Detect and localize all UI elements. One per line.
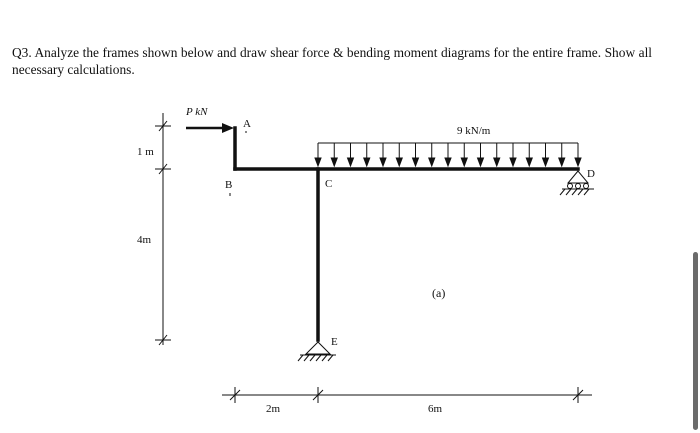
label-dim-1m: 1 m bbox=[137, 146, 154, 158]
question-number: Q3. bbox=[12, 45, 32, 60]
label-node-c: C bbox=[325, 178, 333, 190]
label-dim-2m: 2m bbox=[266, 403, 281, 415]
udl-arrow-head bbox=[478, 158, 484, 166]
question-body: Analyze the frames shown below and draw shear force & bending moment diagrams for the entire frame. Show all necessary calculations. bbox=[12, 45, 653, 77]
label-dim-4m: 4m bbox=[137, 234, 152, 246]
vertical-dimension bbox=[155, 113, 171, 345]
udl-arrow-head bbox=[396, 158, 402, 166]
udl-arrow-head bbox=[494, 158, 500, 166]
udl-arrow-head bbox=[331, 158, 337, 166]
udl-arrow-head bbox=[348, 158, 354, 166]
label-dim-6m: 6m bbox=[428, 403, 443, 415]
label-node-a: A bbox=[243, 118, 251, 130]
udl-arrow-head bbox=[413, 158, 419, 166]
scrollbar[interactable] bbox=[693, 252, 698, 430]
distributed-load bbox=[315, 143, 581, 166]
udl-arrow-head bbox=[364, 158, 370, 166]
label-node-d: D bbox=[587, 168, 595, 180]
udl-arrow-head bbox=[543, 158, 549, 166]
udl-arrow-head bbox=[315, 158, 321, 166]
horizontal-dimension bbox=[222, 387, 592, 403]
udl-arrow-head bbox=[461, 158, 467, 166]
figure-caption: (a) bbox=[432, 286, 446, 300]
udl-arrow-head bbox=[575, 158, 581, 166]
udl-arrow-head bbox=[429, 158, 435, 166]
label-udl: 9 kN/m bbox=[457, 125, 491, 137]
udl-arrow-head bbox=[510, 158, 516, 166]
udl-arrow-head bbox=[526, 158, 532, 166]
udl-arrow-head bbox=[380, 158, 386, 166]
udl-arrow-head bbox=[445, 158, 451, 166]
udl-arrow-head bbox=[559, 158, 565, 166]
point-load-arrow bbox=[186, 123, 234, 133]
label-node-b: B bbox=[225, 179, 233, 191]
label-point-load: P kN bbox=[186, 106, 208, 118]
label-node-e: E bbox=[331, 336, 338, 348]
